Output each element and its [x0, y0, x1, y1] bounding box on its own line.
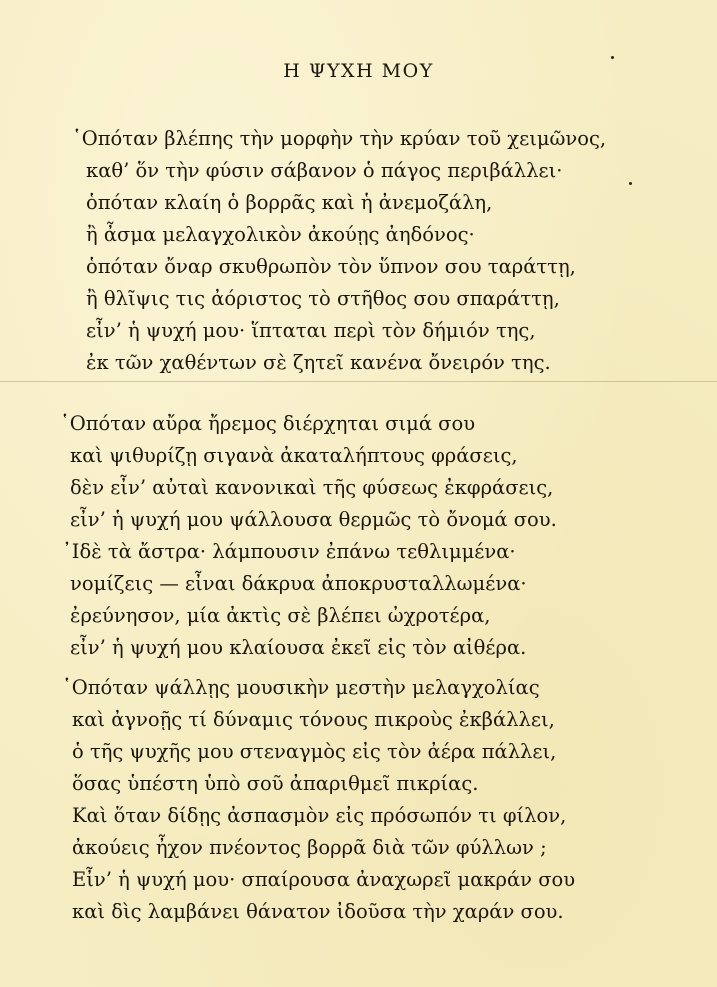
poem-line: εἶν’ ἡ ψυχή μου κλαίουσα ἐκεῖ εἰς τὸν αἰθέρα.: [70, 636, 527, 659]
page-divider: [0, 381, 717, 382]
poem-line: ὁπόταν κλαίη ὁ βορρᾶς καὶ ἡ ἀνεμοζάλη,: [86, 191, 493, 214]
poem-line: Εἶν’ ἡ ψυχή μου· σπαίρουσα ἀναχωρεῖ μακράν σου: [72, 868, 576, 891]
poem-line: ῾Οπόταν αὔρα ἤρεμος διέρχηται σιμά σου: [60, 412, 476, 435]
poem-line: ἢ θλῖψις τις ἀόριστος τὸ στῆθος σου σπαράττῃ,: [86, 287, 560, 310]
poem-line: καθ’ ὅν τὴν φύσιν σάβανον ὁ πάγος περιβάλλει·: [86, 159, 563, 182]
poem-line: ἢ ἆσμα μελαγχολικὸν ἀκούῃς ἀηδόνος·: [86, 223, 475, 246]
poem-line: δὲν εἶν’ αὐταὶ κανονικαὶ τῆς φύσεως ἐκφράσεις,: [70, 476, 554, 499]
poem-title: Η ΨΥΧΗ ΜΟΥ: [283, 60, 434, 82]
poem-line: εἶν’ ἡ ψυχή μου ψάλλουσα θερμῶς τὸ ὄνομά σου.: [70, 508, 557, 531]
poem-line: ὁπόταν ὄναρ σκυθρωπὸν τὸν ὕπνον σου ταράττῃ,: [86, 255, 576, 278]
poem-line: καὶ ψιθυρίζῃ σιγανὰ ἀκαταλήπτους φράσεις,: [70, 444, 518, 467]
poem-line: ῾Οπόταν βλέπης τὴν μορφὴν τὴν κρύαν τοῦ χειμῶνος,: [72, 127, 607, 150]
poem-line: ᾿Ιδὲ τὰ ἄστρα· λάμπουσιν ἐπάνω τεθλιμμένα·: [62, 540, 516, 563]
poem-line: καὶ ἀγνοῇς τί δύναμις τόνους πικροὺς ἐκβάλλει,: [72, 708, 555, 731]
poem-line: καὶ δὶς λαμβάνει θάνατον ἰδοῦσα τὴν χαράν σου.: [72, 900, 564, 923]
poem-line: ῾Οπόταν ψάλλῃς μουσικὴν μεστὴν μελαγχολίας: [62, 676, 540, 699]
poem-line: Καὶ ὅταν δίδῃς ἀσπασμὸν εἰς πρόσωπόν τι φίλον,: [72, 804, 567, 827]
poem-line: εἶν’ ἡ ψυχή μου· ἵπταται περὶ τὸν δήμιόν της,: [86, 319, 536, 342]
poem-line: ὅσας ὑπέστη ὑπὸ σοῦ ἀπαριθμεῖ πικρίας.: [72, 772, 479, 795]
poem-line: ἐκ τῶν χαθέντων σὲ ζητεῖ κανένα ὄνειρόν της.: [86, 351, 551, 374]
poem-line: ὁ τῆς ψυχῆς μου στεναγμὸς εἰς τὸν ἀέρα πάλλει,: [72, 740, 557, 763]
scan-speck: [629, 182, 632, 185]
scan-speck: [611, 56, 614, 59]
poem-line: νομίζεις — εἶναι δάκρυα ἀποκρυσταλλωμένα·: [70, 572, 527, 595]
poem-line: ἐρεύνησον, μία ἀκτὶς σὲ βλέπει ὠχροτέρα,: [70, 604, 491, 627]
poem-line: ἀκούεις ἦχον πνέοντος βορρᾶ διὰ τῶν φύλλων ;: [72, 836, 547, 859]
